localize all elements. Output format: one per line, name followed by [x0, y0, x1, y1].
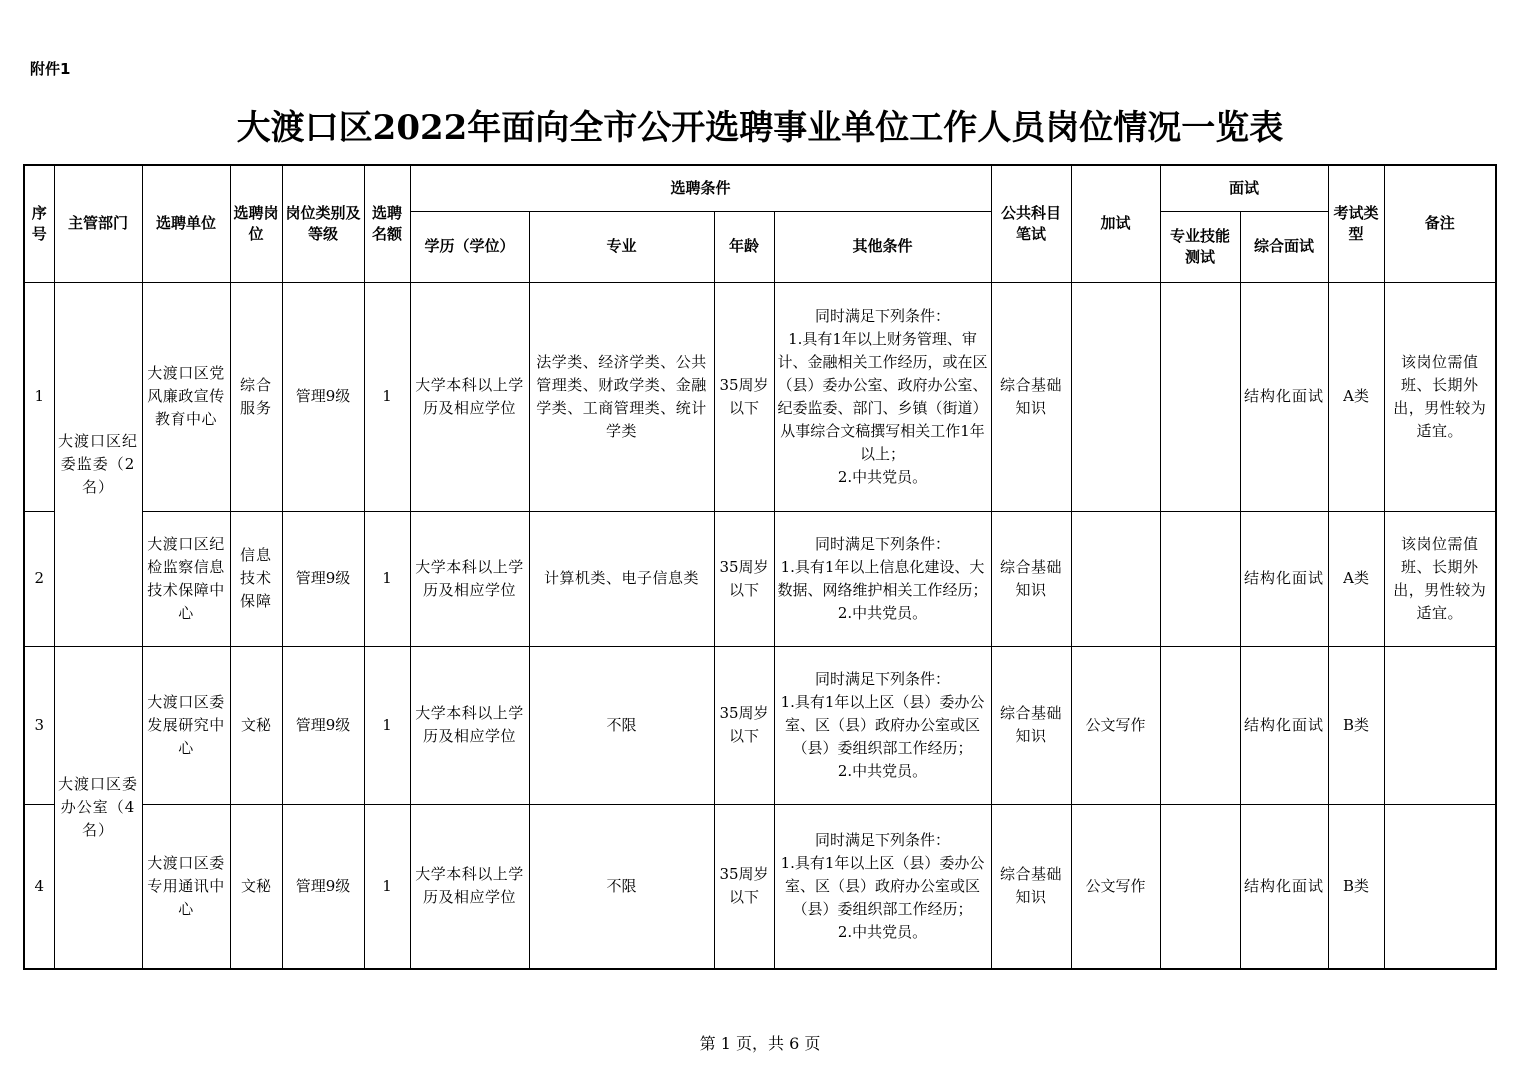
header-category: 岗位类别及等级 [282, 165, 364, 282]
exam-type-cell: A类 [1328, 511, 1384, 646]
age-cell: 35周岁以下 [714, 511, 774, 646]
exam-type-cell: B类 [1328, 804, 1384, 969]
header-row-1 [24, 165, 1496, 211]
education-cell: 大学本科以上学历及相应学位 [410, 646, 529, 804]
post-cell: 文秘 [230, 804, 282, 969]
row-seq: 4 [24, 804, 54, 969]
header-age: 年龄 [714, 211, 774, 282]
major-cell: 计算机类、电子信息类 [529, 511, 714, 646]
exam-type-cell: A类 [1328, 282, 1384, 511]
age-cell: 35周岁以下 [714, 282, 774, 511]
table-row [24, 511, 1496, 646]
post-cell: 信息技术保障 [230, 511, 282, 646]
table-row [24, 804, 1496, 969]
extra-cell [1071, 511, 1160, 646]
quota-cell: 1 [364, 804, 410, 969]
comprehensive-cell: 结构化面试 [1240, 646, 1328, 804]
exam-type-cell: B类 [1328, 646, 1384, 804]
header-education: 学历（学位） [410, 211, 529, 282]
department-cell: 大渡口区委办公室（4名） [54, 646, 142, 969]
education-cell: 大学本科以上学历及相应学位 [410, 282, 529, 511]
category-cell: 管理9级 [282, 282, 364, 511]
extra-cell: 公文写作 [1071, 804, 1160, 969]
header-post: 选聘岗位 [230, 165, 282, 282]
major-cell: 不限 [529, 646, 714, 804]
remarks-cell: 该岗位需值班、长期外出，男性较为适宜。 [1384, 511, 1496, 646]
header-extra: 加试 [1071, 165, 1160, 282]
remarks-cell [1384, 804, 1496, 969]
extra-cell: 公文写作 [1071, 646, 1160, 804]
other-conditions-cell: 同时满足下列条件： 1.具有1年以上财务管理、审计、金融相关工作经历，或在区（县）委办公室、政府办公室、纪委监委、部门、乡镇（街道）从事综合文稿撰写相关工作1年以上； 2.中共党员。 [774, 282, 991, 511]
other-conditions-cell: 同时满足下列条件： 1.具有1年以上信息化建设、大数据、网络维护相关工作经历； 2.中共党员。 [774, 511, 991, 646]
comprehensive-cell: 结构化面试 [1240, 511, 1328, 646]
positions-table [23, 164, 1497, 970]
header-quota: 选聘名额 [364, 165, 410, 282]
header-other: 其他条件 [774, 211, 991, 282]
unit-cell: 大渡口区委发展研究中心 [142, 646, 230, 804]
header-skill-test: 专业技能测试 [1160, 211, 1240, 282]
education-cell: 大学本科以上学历及相应学位 [410, 804, 529, 969]
header-comprehensive: 综合面试 [1240, 211, 1328, 282]
unit-cell: 大渡口区纪检监察信息技术保障中心 [142, 511, 230, 646]
unit-cell: 大渡口区委专用通讯中心 [142, 804, 230, 969]
unit-cell: 大渡口区党风廉政宣传教育中心 [142, 282, 230, 511]
table-row [24, 282, 1496, 511]
header-exam-type: 考试类型 [1328, 165, 1384, 282]
remarks-cell: 该岗位需值班、长期外出，男性较为适宜。 [1384, 282, 1496, 511]
written-cell: 综合基础知识 [991, 646, 1071, 804]
written-cell: 综合基础知识 [991, 511, 1071, 646]
category-cell: 管理9级 [282, 646, 364, 804]
attachment-label: 附件1 [30, 60, 71, 78]
skill-test-cell [1160, 646, 1240, 804]
page-title: 大渡口区2022年面向全市公开选聘事业单位工作人员岗位情况一览表 [236, 108, 1284, 148]
comprehensive-cell: 结构化面试 [1240, 282, 1328, 511]
age-cell: 35周岁以下 [714, 646, 774, 804]
skill-test-cell [1160, 282, 1240, 511]
category-cell: 管理9级 [282, 511, 364, 646]
comprehensive-cell: 结构化面试 [1240, 804, 1328, 969]
row-seq: 3 [24, 646, 54, 804]
header-conditions: 选聘条件 [410, 165, 991, 211]
other-conditions-cell: 同时满足下列条件： 1.具有1年以上区（县）委办公室、区（县）政府办公室或区（县）委组织部工作经历； 2.中共党员。 [774, 804, 991, 969]
header-unit: 选聘单位 [142, 165, 230, 282]
post-cell: 文秘 [230, 646, 282, 804]
department-cell: 大渡口区纪委监委（2名） [54, 282, 142, 646]
major-cell: 不限 [529, 804, 714, 969]
quota-cell: 1 [364, 646, 410, 804]
table-row [24, 646, 1496, 804]
row-seq: 1 [24, 282, 54, 511]
remarks-cell [1384, 646, 1496, 804]
header-seq: 序号 [24, 165, 54, 282]
education-cell: 大学本科以上学历及相应学位 [410, 511, 529, 646]
skill-test-cell [1160, 511, 1240, 646]
post-cell: 综合服务 [230, 282, 282, 511]
written-cell: 综合基础知识 [991, 282, 1071, 511]
skill-test-cell [1160, 804, 1240, 969]
header-department: 主管部门 [54, 165, 142, 282]
page-footer: 第 1 页，共 6 页 [699, 1034, 821, 1053]
header-written: 公共科目笔试 [991, 165, 1071, 282]
header-major: 专业 [529, 211, 714, 282]
row-seq: 2 [24, 511, 54, 646]
age-cell: 35周岁以下 [714, 804, 774, 969]
written-cell: 综合基础知识 [991, 804, 1071, 969]
category-cell: 管理9级 [282, 804, 364, 969]
header-interview: 面试 [1160, 165, 1328, 211]
header-remarks: 备注 [1384, 165, 1496, 282]
quota-cell: 1 [364, 511, 410, 646]
major-cell: 法学类、经济学类、公共管理类、财政学类、金融学类、工商管理类、统计学类 [529, 282, 714, 511]
extra-cell [1071, 282, 1160, 511]
quota-cell: 1 [364, 282, 410, 511]
other-conditions-cell: 同时满足下列条件： 1.具有1年以上区（县）委办公室、区（县）政府办公室或区（县）委组织部工作经历； 2.中共党员。 [774, 646, 991, 804]
